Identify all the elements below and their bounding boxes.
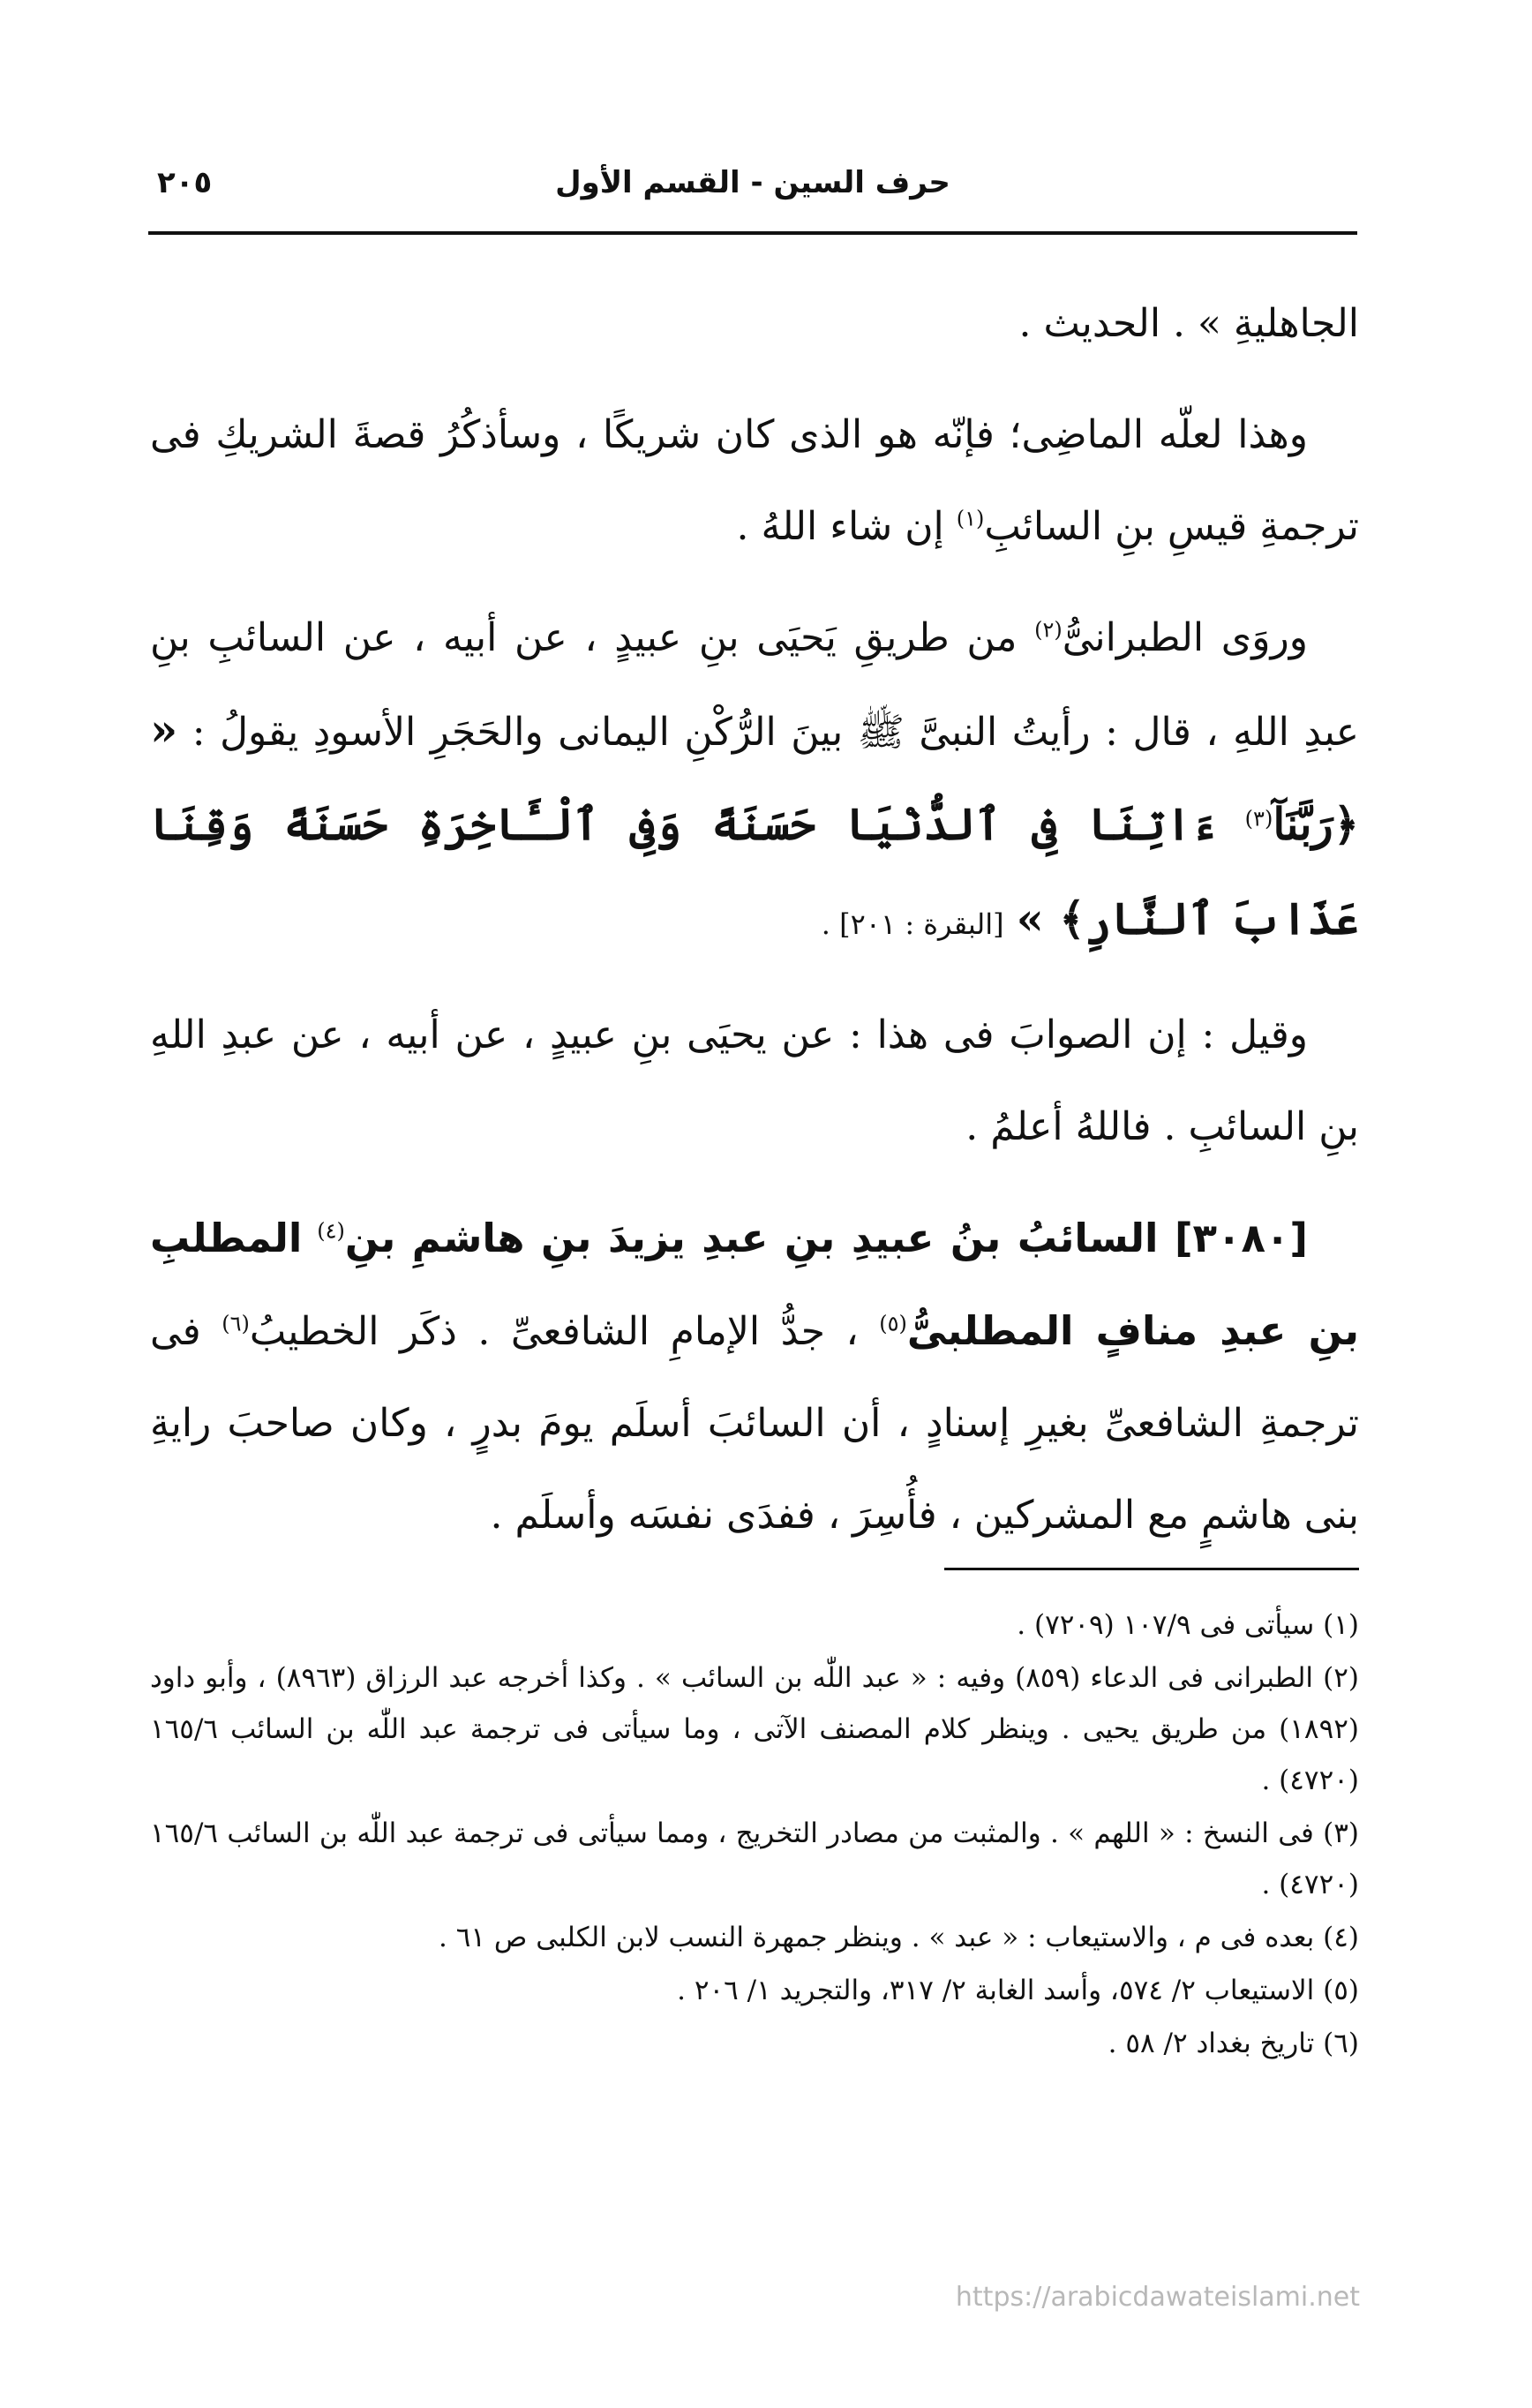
entry-text-b: فى ترجمةِ الشافعىِّ بغيرِ إسنادٍ ، أن السائبَ أسلَم يومَ بدرٍ ، وكان صاحبَ رايةِ بنى هاشمٍ مع المشركين ، فأُسِرَ ، ففدَى نفسَه وأسلَم . (150, 1309, 1359, 1538)
paragraph-2 (150, 389, 1359, 573)
footnote-marker-4: (٤) (317, 1218, 345, 1244)
page-header (148, 154, 1357, 216)
paragraph-2-text-b: إن شاء اللهُ . (736, 504, 944, 549)
verse-reference: [البقرة : ٢٠١] . (821, 907, 1004, 941)
footnote-1: (١) سيأتى فى ١٠٧/٩ (٧٢٠٩) . (1017, 1609, 1359, 1641)
footnote-4: (٤) بعده فى م ، والاستيعاب : « عبد » . وينظر جمهرة النسب لابن الكلبى ص ٦١ . (439, 1922, 1359, 1953)
paragraph-1-text: الجاهليةِ » . الحديث . (1018, 301, 1359, 346)
footnote-marker-6: (٦) (222, 1311, 250, 1336)
footnote-rule (944, 1568, 1359, 1570)
page-number: ٢٠٥ (157, 165, 213, 200)
paragraph-3-text-b: من طريقِ يَحيَى بنِ عبيدٍ ، عن أبيه ، عن السائبِ بنِ عبدِ اللهِ ، قال : رأيتُ النبىَّ ﷺ بينَ الرُّكْنِ اليمانى والحَجَرِ الأسودِ يقولُ : (150, 615, 1359, 755)
paragraph-3 (150, 592, 1359, 970)
main-text (150, 278, 1359, 1581)
paragraph-4 (150, 990, 1359, 1173)
quran-verse-open: « ﴿رَبَّنَآ (150, 704, 1359, 850)
entry-3080 (150, 1193, 1359, 1561)
footnotes (150, 1599, 1359, 2071)
paragraph-1 (150, 278, 1359, 370)
paragraph-2-text-a: وهذا لعلّه الماضِى؛ فإنّه هو الذى كان شريكًا ، وسأذكُرُ قصةَ الشريكِ فى ترجمةِ قيسِ بنِ السائبِ (150, 412, 1359, 549)
entry-text-a: ، جدُّ الإمامِ الشافعىِّ . ذكَر الخطيبُ (249, 1309, 859, 1354)
footnote-3: (٣) فى النسخ : « اللهم » . والمثبت من مصادر التخريج ، ومما سيأتى فى ترجمة عبد اللّٰه بن السائب ١٦٥/٦ (٤٧٢٠) . (150, 1817, 1359, 1900)
running-title: حرف السين - القسم الأول (555, 165, 950, 200)
footnote-5: (٥) الاستيعاب ٢/ ٥٧٤، وأسد الغابة ٢/ ٣١٧، والتجريد ١/ ٢٠٦ . (677, 1975, 1359, 2006)
quran-verse: ءَاتِنَا فِى ٱلدُّنْيَا حَسَنَةً وَفِى ٱلْـَٔاخِرَةِ حَسَنَةً وَقِنَا عَذَابَ ٱلنَّارِ﴾ » (150, 798, 1359, 944)
footnote-marker-5: (٥) (879, 1311, 907, 1336)
paragraph-3-text-a: وروَى الطبرانىُّ (1062, 615, 1308, 660)
footnote-marker-1: (١) (956, 506, 985, 531)
header-rule (148, 231, 1357, 235)
footnote-2: (٢) الطبرانى فى الدعاء (٨٥٩) وفيه : « عبد اللّٰه بن السائب » . وكذا أخرجه عبد الرزاق (٨٩٦٣) ، وأبو داود (١٨٩٢) من طريق يحيى . وينظر كلام المصنف الآتى ، وما سيأتى فى ترجمة عبد اللّٰه بن السائب ١٦٥/٦ (٤٧٢٠) . (150, 1662, 1359, 1796)
footnote-marker-3: (٣) (1244, 806, 1273, 832)
paragraph-4-text: وقيل : إن الصوابَ فى هذا : عن يحيَى بنِ عبيدٍ ، عن أبيه ، عن عبدِ اللهِ بنِ السائبِ . فاللهُ أعلمُ . (150, 1012, 1359, 1149)
entry-heading-a: [٣٠٨٠] السائبُ بنُ عبيدِ بنِ عبدِ يزيدَ بنِ هاشمِ بنِ (344, 1215, 1308, 1261)
footnote-marker-2: (٢) (1034, 617, 1063, 643)
footnote-6: (٦) تاريخ بغداد ٢/ ٥٨ . (1108, 2028, 1359, 2059)
watermark-url: https://arabicdawateislami.net (955, 2282, 1360, 2313)
entry-heading-b: المطلبِ بنِ عبدِ منافٍ المطلبىُّ (150, 1215, 1359, 1354)
